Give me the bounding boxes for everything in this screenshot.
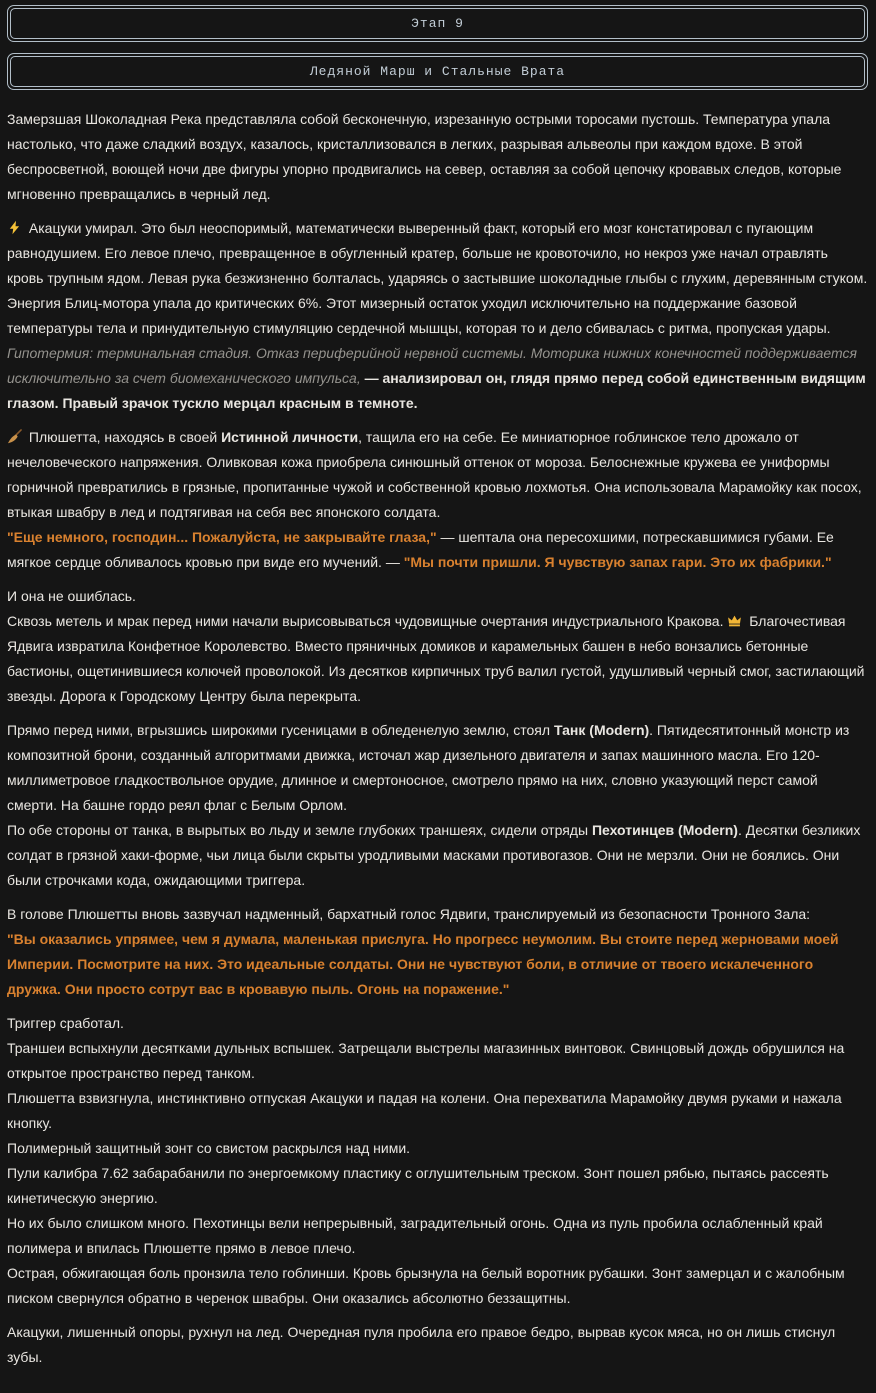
story-paragraph [7, 902, 868, 927]
text-run: Гипотермия: терминальная стадия. Отказ периферийной нервной системы. Моторика нижних конечностей поддерживается исключительно за счет биомеханического импульса, [7, 345, 858, 386]
story-paragraph [7, 1161, 868, 1211]
text-run: Акацуки умирал. Это был неоспоримый, математически выверенный факт, который его мозг констатировал с пугающим равнодушием. Его левое плечо, превращенное в обугленный кратер, больше не кровоточило, но некроз уже начал отравлять кровь трупным ядом. Левая рука безжизненно болталась, ударяясь о застывшие шоколадные глыбы с глухим, деревянным стуком. Энергия Блиц-мотора упала до критических 6%. Этот мизерный остаток уходил исключительно на поддержание базовой температуры тела и принудительную стимуляцию сердечной мышцы, которая то и дело сбивалась с ритма, пропуская удары. [7, 220, 868, 336]
story-paragraph [7, 525, 868, 575]
story-paragraph [7, 107, 868, 207]
story-paragraph [7, 1211, 868, 1261]
text-run: По обе стороны от танка, в вырытых во льду и земле глубоких траншеях, сидели отряды [7, 822, 592, 838]
text-run: — шептала она пересохшими, потрескавшимися губами. Ее мягкое сердце обливалось кровью при виде его мучений. — [7, 529, 834, 570]
story-paragraph [7, 1261, 868, 1311]
text-run: , тащила его на себе. Ее миниатюрное гоблинское тело дрожало от нечеловеческого напряжения. Оливковая кожа приобрела синюшный оттенок от мороза. Белоснежные кружева ее униформы горничной превратились в грязные, пропитанные чужой и собственной кровью лохмотья. Она использовала Марамойку как посох, втыкая швабру в лед и подтягивая на себя вес японского солдата. [7, 429, 862, 520]
stage-header-box [7, 5, 868, 42]
story-block [7, 107, 868, 207]
story-block [7, 216, 868, 416]
story-paragraph [7, 216, 868, 341]
stage-label: Этап 9 [411, 16, 464, 31]
story-block [7, 584, 868, 709]
story-paragraph [7, 341, 868, 416]
text-run: Триггер сработал. [7, 1015, 124, 1031]
text-run: . Пятидесятитонный монстр из композитной брони, созданный алгоритмами движка, источал жар дизельного двигателя и запах машинного масла. Его 120-миллиметровое гладкоствольное орудие, длинное и смертоносное, смотрело прямо на них, словно указующий перст самой смерти. На башне гордо реял флаг с Белым Орлом. [7, 722, 850, 813]
lightning-icon [7, 220, 22, 235]
story-block [7, 718, 868, 893]
story-content [7, 101, 868, 1370]
story-paragraph [7, 1136, 868, 1161]
story-paragraph [7, 425, 868, 525]
broom-icon [7, 429, 22, 444]
text-run: Полимерный защитный зонт со свистом раскрылся над ними. [7, 1140, 411, 1156]
story-paragraph [7, 1011, 868, 1036]
text-run: Пехотинцев (Modern) [591, 822, 738, 838]
story-paragraph [7, 818, 868, 893]
text-run: — анализировал он, глядя прямо перед собой единственным видящим глазом. Правый зрачок тускло мерцал красным в темноте. [7, 370, 866, 411]
title-label: Ледяной Марш и Стальные Врата [309, 64, 566, 79]
story-block [7, 425, 868, 575]
text-run: . Десятки безликих солдат в грязной хаки-форме, чьи лица были скрыты уродливыми масками противогазов. Они не мерзли. Они не боялись. Они были строчками кода, ожидающими триггера. [7, 822, 861, 888]
story-paragraph [7, 927, 868, 1002]
text-run: Пули калибра 7.62 забарабанили по энергоемкому пластику с оглушительным треском. Зонт пошел рябью, пытаясь рассеять кинетическую энергию. [7, 1165, 829, 1206]
text-run: Сквозь метель и мрак перед ними начали вырисовываться чудовищные очертания индустриального Кракова. [7, 613, 728, 629]
text-run: "Вы оказались упрямее, чем я думала, маленькая прислуга. Но прогресс неумолим. Вы стоите перед жерновами моей Империи. Посмотрите на них. Это идеальные солдаты. Они не чувствуют боли, в отличие от твоего искалеченного дружка. Они просто сотрут вас в кровавую пыль. Огонь на поражение." [7, 931, 839, 997]
story-paragraph [7, 1320, 868, 1370]
text-run: Акацуки, лишенный опоры, рухнул на лед. Очередная пуля пробила его правое бедро, вырвав кусок мяса, но он лишь стиснул зубы. [7, 1324, 836, 1365]
text-run: Плюшетта, находясь в своей [25, 429, 222, 445]
text-run: Истинной личности [221, 429, 359, 445]
story-paragraph [7, 1086, 868, 1136]
story-paragraph [7, 718, 868, 818]
text-run: Благочестивая Ядвига извратила Конфетное Королевство. Вместо пряничных домиков и карамельных башен в небо вонзались бетонные бастионы, ощетинившиеся колючей проволокой. Из десятков кирпичных труб валил густой, удушливый черный смог, застилающий звезды. Дорога к Городскому Центру была перекрыта. [7, 613, 865, 704]
text-run: Траншеи вспыхнули десятками дульных вспышек. Затрещали выстрелы магазинных винтовок. Свинцовый дождь обрушился на открытое пространство перед танком. [7, 1040, 845, 1081]
text-run: В голове Плюшетты вновь зазвучал надменный, бархатный голос Ядвиги, транслируемый из безопасности Тронного Зала: [7, 906, 811, 922]
title-header-box [7, 53, 868, 90]
text-run: Но их было слишком много. Пехотинцы вели непрерывный, заградительный огонь. Одна из пуль пробила ослабленный край полимера и впилась Плюшетте прямо в левое плечо. [7, 1215, 823, 1256]
text-run: И она не ошиблась. [7, 588, 136, 604]
stage-header-inner [10, 8, 865, 39]
text-run: "Мы почти пришли. Я чувствую запах гари. Это их фабрики." [403, 554, 832, 570]
text-run: "Еще немного, господин... Пожалуйста, не закрывайте глаза," [7, 529, 437, 545]
crown-icon [727, 613, 742, 628]
title-header-inner [10, 56, 865, 87]
story-paragraph [7, 584, 868, 609]
text-run: Замерзшая Шоколадная Река представляла собой бесконечную, изрезанную острыми торосами пустошь. Температура упала настолько, что даже сладкий воздух, казалось, кристаллизовался в легких, разрывая альвеолы при каждом вдохе. В этой беспросветной, воющей ночи две фигуры упорно продвигались на север, оставляя за собой цепочку кровавых следов, которые мгновенно превращались в черный лед. [7, 111, 842, 202]
text-run: Плюшетта взвизгнула, инстинктивно отпуская Акацуки и падая на колени. Она перехватила Марамойку двумя руками и нажала кнопку. [7, 1090, 842, 1131]
text-run: Танк (Modern) [553, 722, 650, 738]
story-paragraph [7, 609, 868, 709]
story-block [7, 1320, 868, 1370]
text-run: Острая, обжигающая боль пронзила тело гоблинши. Кровь брызнула на белый воротник рубашки. Зонт замерцал и с жалобным писком свернулся обратно в черенок швабры. Они оказались абсолютно беззащитны. [7, 1265, 845, 1306]
text-run: Прямо перед ними, вгрызшись широкими гусеницами в обледенелую землю, стоял [7, 722, 554, 738]
story-block [7, 1011, 868, 1311]
story-block [7, 902, 868, 1002]
story-paragraph [7, 1036, 868, 1086]
